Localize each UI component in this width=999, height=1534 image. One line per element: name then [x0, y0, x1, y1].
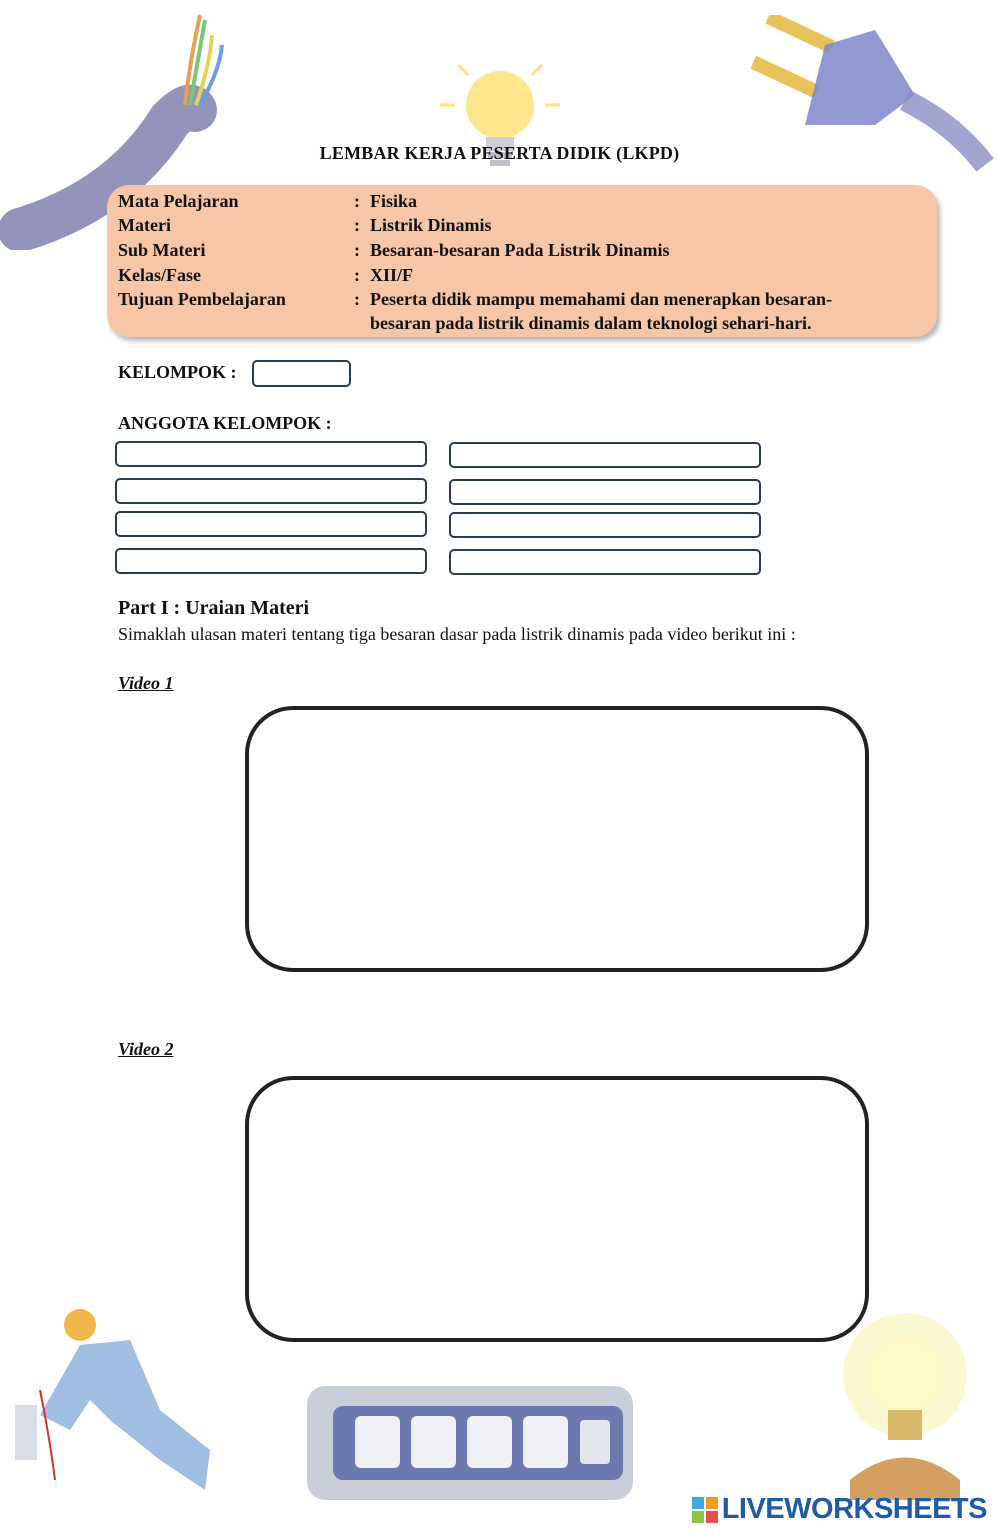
info-colon: :: [354, 215, 360, 235]
glowing-bulb-icon: [830, 1305, 980, 1505]
liveworksheets-logo-icon: [692, 1497, 718, 1523]
member-input-8[interactable]: [449, 549, 761, 575]
info-colon: :: [354, 289, 360, 309]
info-label: Tujuan Pembelajaran: [118, 289, 286, 309]
info-colon: :: [354, 191, 360, 211]
info-colon: :: [354, 265, 360, 285]
info-label: Materi: [118, 215, 171, 235]
info-value: XII/F: [370, 265, 414, 285]
page-title: LEMBAR KERJA PESERTA DIDIK (LKPD): [319, 143, 680, 163]
anggota-label: ANGGOTA KELOMPOK :: [118, 413, 332, 433]
member-input-7[interactable]: [115, 548, 427, 574]
info-value: Besaran-besaran Pada Listrik Dinamis: [370, 240, 670, 260]
video-1-label: Video 1: [118, 673, 174, 693]
member-input-2[interactable]: [449, 442, 761, 468]
member-input-1[interactable]: [115, 441, 427, 467]
video-2-label: Video 2: [118, 1039, 174, 1059]
part-title: Part I : Uraian Materi: [118, 597, 310, 619]
electrician-icon: [10, 1300, 225, 1500]
part-description: Simaklah ulasan materi tentang tiga besaran dasar pada listrik dinamis pada video berikut ini :: [118, 624, 796, 644]
info-label: Sub Materi: [118, 240, 206, 260]
member-input-6[interactable]: [449, 512, 761, 538]
info-value-continued: besaran pada listrik dinamis dalam teknologi sehari-hari.: [370, 313, 812, 333]
kelompok-input[interactable]: [252, 360, 351, 387]
info-value: Fisika: [370, 191, 418, 211]
info-label: Kelas/Fase: [118, 265, 201, 285]
member-input-3[interactable]: [115, 478, 427, 504]
video-1-player[interactable]: [245, 706, 869, 972]
member-input-4[interactable]: [449, 479, 761, 505]
liveworksheets-brand[interactable]: LIVEWORKSHEETS: [721, 1493, 987, 1525]
info-label: Mata Pelajaran: [118, 191, 239, 211]
kelompok-label: KELOMPOK :: [118, 362, 237, 382]
member-input-5[interactable]: [115, 511, 427, 537]
info-colon: :: [354, 240, 360, 260]
info-value: Peserta didik mampu memahami dan menerapkan besaran-: [370, 289, 833, 309]
power-strip-icon: [305, 1384, 635, 1502]
info-value: Listrik Dinamis: [370, 215, 492, 235]
video-2-player[interactable]: [245, 1076, 869, 1342]
